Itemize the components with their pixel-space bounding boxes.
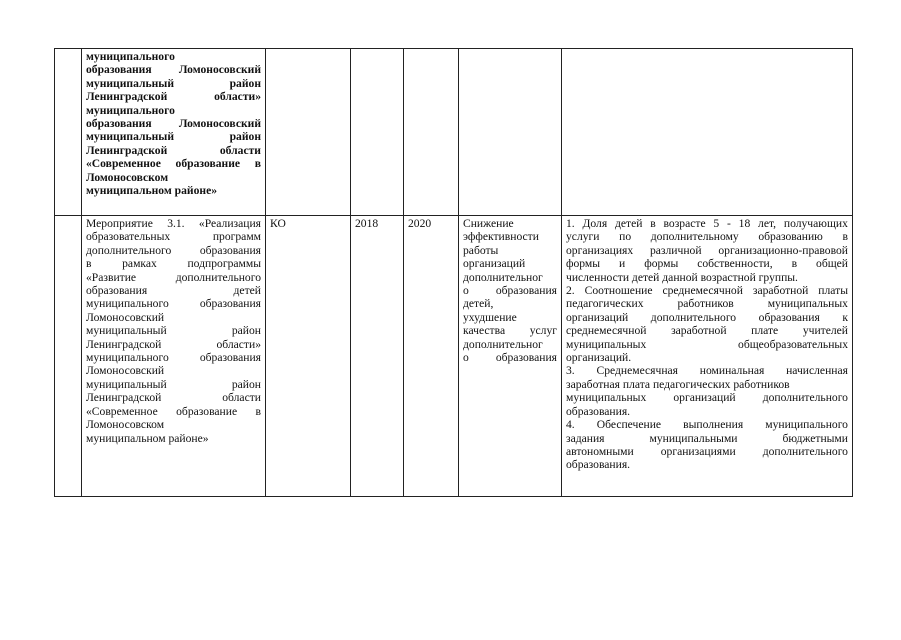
text-line: педагогических работников муниципальных (566, 297, 848, 311)
text-line: Ленинградской области» (86, 90, 261, 104)
text-line: 1. Доля детей в возрасте 5 - 18 лет, получающих (566, 217, 848, 230)
text-line: услуги по дополнительному образованию в (566, 230, 848, 244)
text-line: дополнительног (463, 337, 543, 351)
text-line: Ломоносовском (86, 170, 169, 184)
indicators-cell (562, 49, 853, 216)
text-line: организаций дополнительного образования к (566, 310, 848, 324)
measure-name-cell (82, 49, 266, 216)
measure-name-text (86, 217, 261, 445)
text-line: Ленинградской области (86, 391, 261, 405)
text-line: 3. Среднемесячная номинальная начисленная (566, 364, 848, 378)
table-row (55, 49, 853, 216)
text-line: муниципальный район (86, 377, 261, 391)
text-line: заработная плата педагогических работников (566, 377, 790, 391)
text-line: о образования (463, 351, 557, 365)
text-line: Снижение (463, 217, 514, 230)
text-line: организаций (463, 257, 526, 271)
indicators-text (566, 217, 848, 472)
executor-text: КО (270, 217, 286, 230)
text-line: эффективности (463, 230, 539, 244)
text-line: Ломоносовский (86, 310, 165, 324)
text-line: Ломоносовском (86, 418, 165, 432)
end-year-cell (404, 49, 459, 216)
text-line: Ленинградской области (86, 143, 261, 157)
text-line: автономными организациями дополнительного (566, 444, 848, 458)
text-line: Ломоносовский (86, 364, 165, 378)
text-line: организациях различной организационно-правовой (566, 243, 848, 257)
text-line: образования детей (86, 284, 261, 298)
text-line: образования. (566, 458, 631, 472)
text-line: 4. Обеспечение выполнения муниципального (566, 418, 848, 432)
consequences-text (463, 217, 557, 364)
consequences-cell (459, 49, 562, 216)
text-line: ухудшение (463, 310, 517, 324)
text-line: муниципального образования (86, 297, 261, 311)
text-line: образования Ломоносовский (86, 63, 261, 77)
text-line: в рамках подпрограммы (86, 257, 261, 271)
measure-name-cell (82, 216, 266, 497)
program-table (54, 48, 853, 497)
start-year-text: 2018 (355, 217, 379, 230)
end-year-text: 2020 (408, 217, 432, 230)
number-cell (55, 49, 82, 216)
text-line: «Современное образование в (86, 157, 261, 171)
text-line: Мероприятие 3.1. «Реализация (86, 217, 261, 230)
end-year-cell (404, 216, 459, 497)
text-line: среднемесячной заработной плате учителей (566, 324, 848, 338)
text-line: работы (463, 243, 499, 257)
text-line: образовательных программ (86, 230, 261, 244)
executor-cell (266, 49, 351, 216)
start-year-cell (351, 216, 404, 497)
text-line: дополнительног (463, 270, 543, 284)
text-line: муниципальный район (86, 324, 261, 338)
text-line: муниципальном районе» (86, 431, 209, 445)
executor-cell (266, 216, 351, 497)
number-cell (55, 216, 82, 497)
consequences-cell (459, 216, 562, 497)
text-line: 2. Соотношение среднемесячной заработной платы (566, 284, 848, 298)
text-line: муниципальных общеобразовательных (566, 337, 848, 351)
text-line: муниципальном районе» (86, 184, 218, 198)
text-line: образования. (566, 404, 631, 418)
text-line: образования Ломоносовский (86, 117, 261, 131)
text-line: Ленинградской области» (86, 337, 261, 351)
start-year-cell (351, 49, 404, 216)
text-line: муниципального (86, 103, 175, 117)
text-line: «Развитие дополнительного (86, 270, 261, 284)
text-line: муниципального (86, 50, 175, 63)
text-line: муниципальных организаций дополнительного (566, 391, 848, 405)
text-line: детей, (463, 297, 494, 311)
text-line: задания муниципальными бюджетными (566, 431, 848, 445)
text-line: о образования (463, 284, 557, 298)
indicators-cell (562, 216, 853, 497)
text-line: численности детей данной возрастной группы. (566, 270, 798, 284)
text-line: организаций. (566, 351, 632, 365)
text-line: муниципальный район (86, 130, 261, 144)
text-line: качества услуг (463, 324, 557, 338)
text-line: муниципального образования (86, 351, 261, 365)
measure-name-text (86, 50, 261, 197)
text-line: «Современное образование в (86, 404, 261, 418)
text-line: муниципальный район (86, 76, 261, 90)
text-line: дополнительного образования (86, 243, 261, 257)
table-row (55, 216, 853, 497)
text-line: формы и формы собственности, в общей (566, 257, 848, 271)
